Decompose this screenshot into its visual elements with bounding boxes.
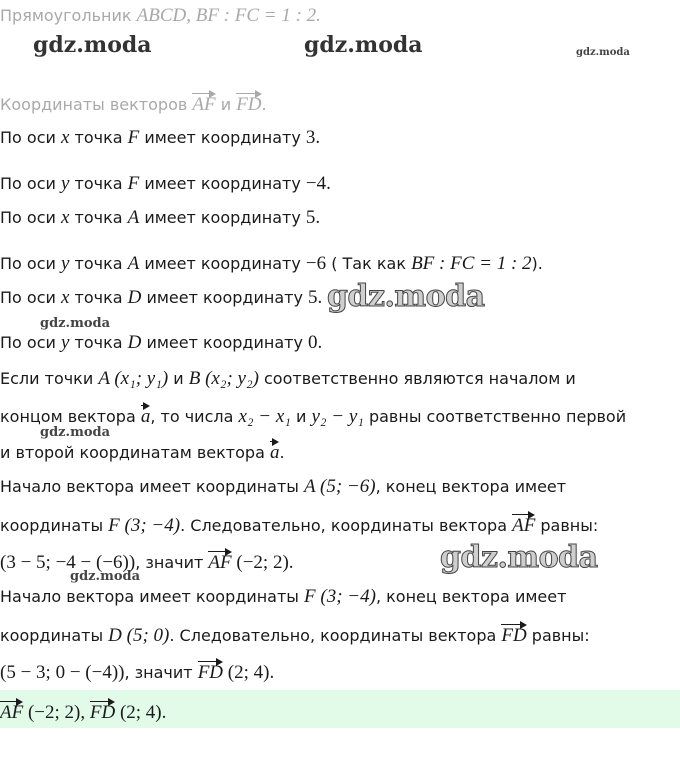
text: соответственно являются началом и bbox=[258, 369, 576, 388]
note-math: BF : FC = 1 : 2 bbox=[411, 253, 532, 274]
vector-fd: FD bbox=[236, 94, 262, 115]
text: равны: bbox=[526, 626, 590, 645]
text: По оси bbox=[0, 288, 61, 307]
vector-af: AF bbox=[512, 515, 536, 536]
coord-line bbox=[0, 174, 331, 194]
math: A (x₁; y₁) bbox=[98, 368, 169, 389]
text: По оси bbox=[0, 174, 61, 193]
vector-af: AF bbox=[0, 702, 24, 723]
vector-af: AF bbox=[192, 94, 216, 115]
watermark: gdz.moda bbox=[327, 279, 485, 314]
vector-af: AF bbox=[208, 552, 232, 573]
watermark: gdz.moda bbox=[304, 32, 423, 58]
text: равны: bbox=[535, 516, 599, 535]
text: имеет координату bbox=[139, 208, 306, 227]
af-line bbox=[0, 514, 598, 536]
heading-and: и bbox=[220, 95, 232, 114]
math: y₂ − y₁ bbox=[311, 406, 364, 427]
text: Начало вектора имеет координаты bbox=[0, 477, 305, 496]
value: 5. bbox=[308, 287, 323, 308]
point: D bbox=[127, 332, 142, 353]
answer-line bbox=[0, 701, 166, 723]
vector-fd: FD bbox=[197, 662, 224, 683]
text: точка bbox=[69, 333, 128, 352]
problem-word: Прямоугольник bbox=[0, 6, 132, 25]
math: x₂ − x₁ bbox=[238, 406, 291, 427]
axis: y bbox=[60, 253, 70, 274]
vector-fd: FD bbox=[89, 702, 116, 723]
value: 3. bbox=[305, 127, 321, 148]
text: , значит bbox=[124, 663, 198, 682]
math: (3 − 5; −4 − (−6)) bbox=[0, 552, 136, 573]
coord-line bbox=[0, 333, 322, 353]
heading-text: Координаты векторов bbox=[0, 95, 188, 114]
math: D (5; 0) bbox=[108, 625, 170, 646]
text: точка bbox=[69, 208, 128, 227]
text: равны соответственно первой bbox=[363, 407, 627, 426]
text: координаты bbox=[0, 626, 109, 645]
point: A bbox=[127, 253, 140, 274]
vector-a: a bbox=[269, 442, 280, 463]
text: концом вектора bbox=[0, 407, 141, 426]
point: D bbox=[127, 287, 142, 308]
text: , то числа bbox=[150, 407, 239, 426]
text: , значит bbox=[135, 553, 209, 572]
text: имеет координату bbox=[139, 174, 306, 193]
text: точка bbox=[69, 288, 128, 307]
text: и bbox=[290, 407, 312, 426]
problem-statement bbox=[0, 6, 321, 26]
fd-line bbox=[0, 661, 274, 683]
text: имеет координату bbox=[139, 128, 306, 147]
text: координаты bbox=[0, 516, 109, 535]
af-line bbox=[0, 477, 566, 497]
axis: x bbox=[60, 287, 70, 308]
watermark: gdz.moda bbox=[70, 569, 141, 584]
value: −6 bbox=[305, 253, 327, 274]
axis: y bbox=[60, 332, 70, 353]
text: точка bbox=[69, 254, 128, 273]
problem-math: ABCD, BF : FC = 1 : 2. bbox=[136, 5, 321, 26]
point: F bbox=[127, 173, 140, 194]
text: , конец вектора имеет bbox=[375, 477, 567, 496]
af-line bbox=[0, 551, 294, 573]
vector-a: a bbox=[140, 406, 151, 427]
math: B (x₂; y₂) bbox=[188, 368, 259, 389]
rule-line bbox=[0, 441, 285, 463]
vector-fd: FD bbox=[501, 625, 527, 646]
watermark: gdz.moda bbox=[40, 316, 111, 331]
coord-line bbox=[0, 254, 543, 274]
math: A (5; −6) bbox=[304, 476, 376, 497]
math: (2; 4). bbox=[115, 702, 167, 723]
text: точка bbox=[69, 128, 128, 147]
text: . Следовательно, координаты вектора bbox=[180, 516, 513, 535]
watermark: gdz.moda bbox=[40, 425, 111, 440]
text: и bbox=[168, 369, 189, 388]
math: F (3; −4) bbox=[304, 586, 376, 607]
fd-line bbox=[0, 587, 566, 607]
coord-line bbox=[0, 288, 322, 308]
text: имеет координату bbox=[141, 288, 309, 307]
axis: y bbox=[60, 173, 70, 194]
text: Если точки bbox=[0, 369, 99, 388]
text: . Следовательно, координаты вектора bbox=[169, 626, 502, 645]
note-text: ). bbox=[531, 254, 543, 273]
text: . bbox=[279, 443, 285, 462]
point: A bbox=[127, 207, 140, 228]
text: имеет координату bbox=[139, 254, 306, 273]
coord-line bbox=[0, 208, 320, 228]
math: (2; 4). bbox=[223, 662, 275, 683]
value: −4. bbox=[305, 173, 331, 194]
value: 0. bbox=[308, 332, 323, 353]
text: По оси bbox=[0, 333, 61, 352]
text: и второй координатам вектора bbox=[0, 443, 270, 462]
text: По оси bbox=[0, 208, 61, 227]
note-text: ( Так как bbox=[326, 254, 412, 273]
text: По оси bbox=[0, 128, 61, 147]
axis: x bbox=[60, 207, 70, 228]
text: По оси bbox=[0, 254, 61, 273]
math: (−2; 2), bbox=[23, 702, 90, 723]
heading-end: . bbox=[261, 95, 267, 114]
value: 5. bbox=[305, 207, 321, 228]
fd-line bbox=[0, 624, 590, 646]
section-heading bbox=[0, 93, 267, 115]
text: точка bbox=[69, 174, 128, 193]
watermark: gdz.moda bbox=[33, 32, 152, 58]
text: имеет координату bbox=[141, 333, 309, 352]
rule-line bbox=[0, 369, 576, 389]
watermark: gdz.moda bbox=[440, 540, 598, 575]
text: , конец вектора имеет bbox=[375, 587, 567, 606]
rule-line bbox=[0, 405, 626, 427]
text: Начало вектора имеет координаты bbox=[0, 587, 305, 606]
math: (5 − 3; 0 − (−4)) bbox=[0, 662, 125, 683]
math: F (3; −4) bbox=[108, 515, 181, 536]
coord-line bbox=[0, 128, 320, 148]
axis: x bbox=[60, 127, 70, 148]
point: F bbox=[127, 127, 140, 148]
math: (−2; 2). bbox=[231, 552, 294, 573]
watermark: gdz.moda bbox=[576, 47, 630, 58]
